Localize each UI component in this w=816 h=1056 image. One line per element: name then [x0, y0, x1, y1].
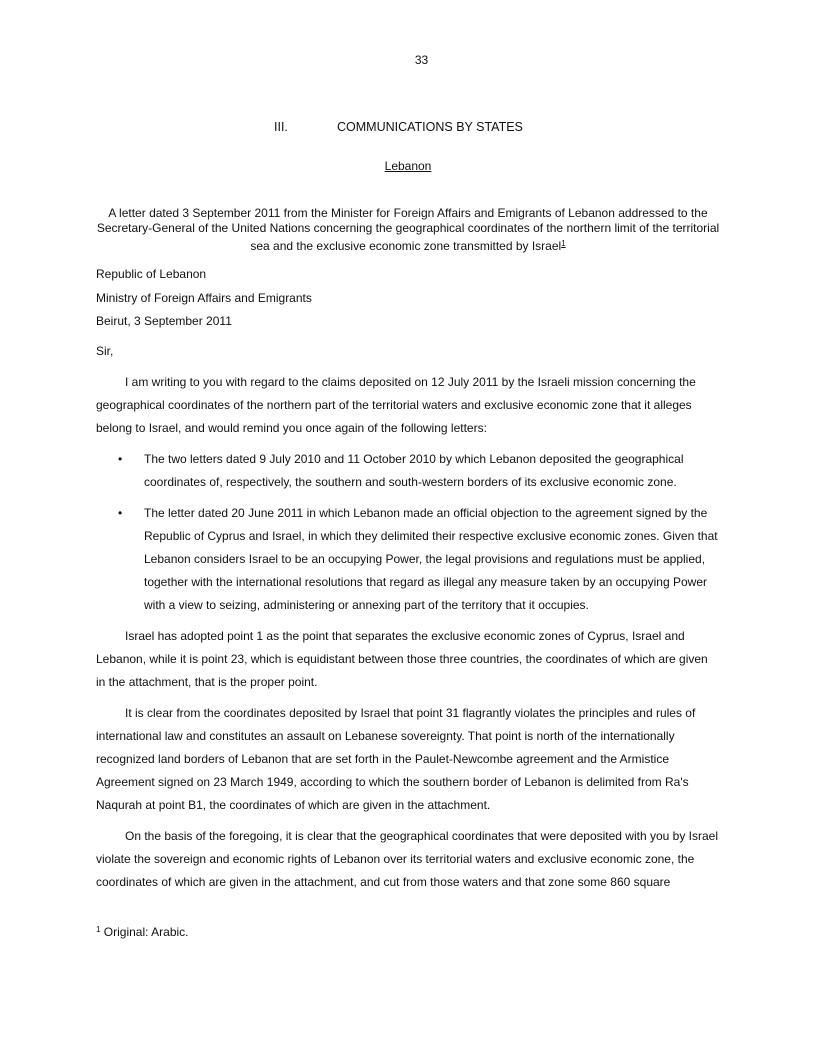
footnote-reference[interactable]: 1: [561, 239, 566, 248]
salutation: Sir,: [96, 344, 114, 358]
footnote-text: Original: Arabic.: [103, 925, 189, 939]
bullet-icon: •: [118, 506, 123, 520]
page-number: 33: [414, 53, 429, 67]
address-line-ministry: Ministry of Foreign Affairs and Emigrants: [96, 291, 312, 305]
document-title-text: A letter dated 3 September 2011 from the Minister for Foreign Affairs and Emigrants of Lebanon addressed to the Secretary-General of the United Nations concerning the geographical coordinates of the northern limit of the territorial sea and the exclusive economic zone transmitted by Israel: [96, 206, 720, 253]
bullet-icon: •: [118, 452, 123, 466]
list-item-text: The letter dated 20 June 2011 in which Lebanon made an official objection to the agreement signed by the Republic of Cyprus and Israel, in which they delimited their respective exclusive economic zones. Given that Lebanon considers Israel to be an occupying Power, the legal provisions and regulations must be applied, together with the international resolutions that regard as illegal any measure taken by an occupying Power with a view to seizing, administering or annexing part of the territory that it occupies.: [144, 506, 718, 612]
footnote: [96, 925, 189, 939]
section-number: III.: [274, 120, 288, 134]
address-line-country: Republic of Lebanon: [96, 267, 207, 281]
list-item: [96, 502, 720, 617]
list-item: [96, 448, 720, 494]
section-title: COMMUNICATIONS BY STATES: [337, 120, 523, 134]
address-line-date: Beirut, 3 September 2011: [96, 314, 232, 328]
paragraph: It is clear from the coordinates deposited by Israel that point 31 flagrantly violates the principles and rules of international law and constitutes an assault on Lebanese sovereignty. That point is north of the internationally recognized land borders of Lebanon that are set forth in the Paulet-Newcombe agreement and the Armistice Agreement signed on 23 March 1949, according to which the southern border of Lebanon is delimited from Ra's Naqurah at point B1, the coordinates of which are given in the attachment.: [96, 706, 696, 812]
list-item-text: The two letters dated 9 July 2010 and 11 October 2010 by which Lebanon deposited the geographical coordinates of, respectively, the southern and south-western borders of its exclusive economic zone.: [144, 452, 684, 489]
country-heading: Lebanon: [384, 159, 432, 173]
bullet-list: [96, 448, 720, 617]
document-title: [96, 206, 720, 254]
letter-body: [96, 371, 720, 902]
paragraph: Israel has adopted point 1 as the point that separates the exclusive economic zones of Cyprus, Israel and Lebanon, while it is point 23, which is equidistant between those three countries, the coordinates of which are given in the attachment, that is the proper point.: [96, 629, 708, 689]
footnote-number: 1: [96, 925, 101, 934]
paragraph: On the basis of the foregoing, it is clear that the geographical coordinates that were deposited with you by Israel violate the sovereign and economic rights of Lebanon over its territorial waters and exclusive economic zone, the coordinates of which are given in the attachment, and cut from those waters and that zone some 860 square: [96, 829, 719, 889]
paragraph: I am writing to you with regard to the claims deposited on 12 July 2011 by the Israeli mission concerning the geographical coordinates of the northern part of the territorial waters and exclusive economic zone that it alleges belong to Israel, and would remind you once again of the following letters:: [96, 375, 696, 435]
